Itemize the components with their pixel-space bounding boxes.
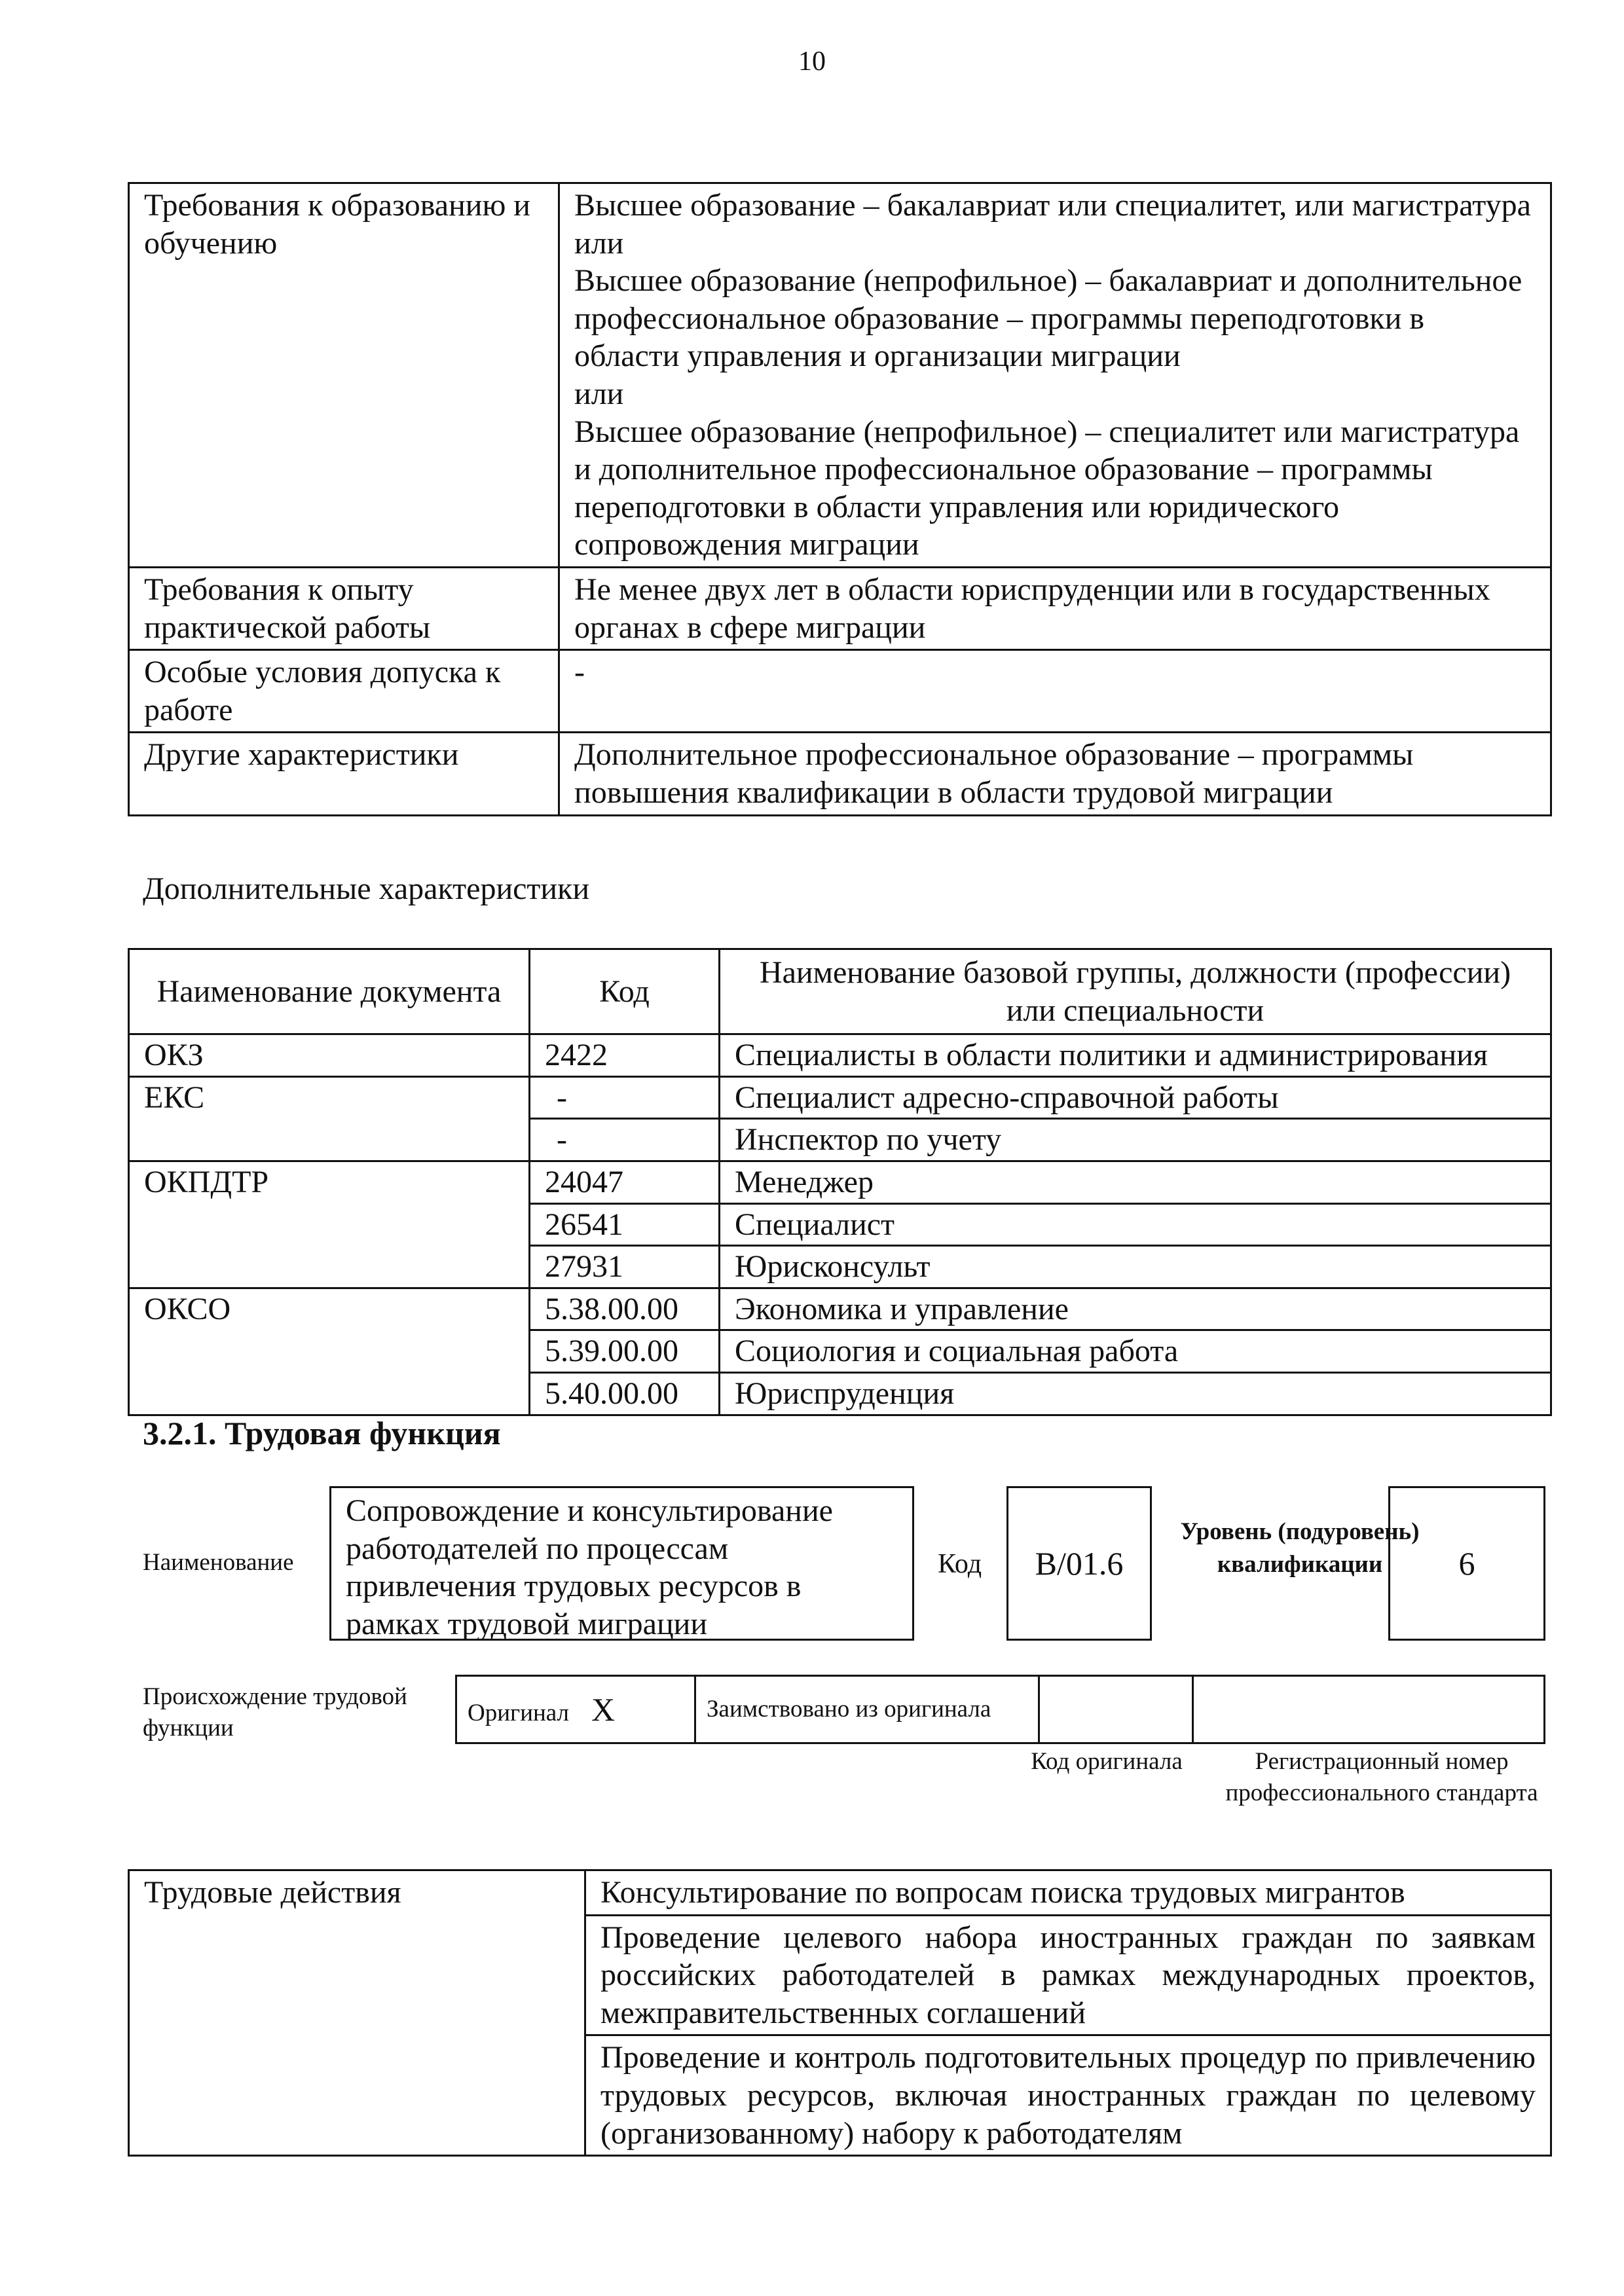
section-title: 3.2.1. Трудовая функция (143, 1415, 501, 1451)
education-line: Высшее образование (непрофильное) – бакалавриат и дополнительное профессиональное образование – программы переподготовки в области управления и организации миграции (574, 263, 1522, 374)
origin-table (455, 1675, 1545, 1744)
origin-code-label: Код оригинала (1031, 1748, 1183, 1775)
qualification-level-label: Уровень (подуровень) квалификации (1180, 1518, 1420, 1578)
code-cell: 5.39.00.00 (530, 1330, 720, 1373)
header-name: Наименование базовой группы, должности (профессии) или специальности (720, 949, 1551, 1034)
doc-cell: ОКПДТР (129, 1161, 530, 1288)
table-row (456, 1676, 1545, 1743)
education-line: или (574, 225, 624, 261)
table-row (129, 183, 1551, 568)
name-cell: Специалисты в области политики и администрирования (720, 1034, 1551, 1077)
other-characteristics-label: Другие характеристики (129, 733, 559, 815)
doc-cell: ОКЗ (129, 1034, 530, 1077)
code-cell: - (530, 1119, 720, 1161)
name-cell: Юрисконсульт (720, 1246, 1551, 1288)
education-value (559, 183, 1551, 568)
code-cell: 26541 (530, 1203, 720, 1246)
table-header-row (129, 949, 1551, 1034)
name-cell: Менеджер (720, 1161, 1551, 1203)
function-code-label: Код (938, 1549, 982, 1579)
requirements-table (128, 182, 1552, 816)
code-cell: 27931 (530, 1246, 720, 1288)
code-cell: 5.38.00.00 (530, 1288, 720, 1330)
experience-label: Требования к опыту практической работы (129, 567, 559, 649)
function-name: Сопровождение и консультирование работодателей по процессам привлечения трудовых ресурсов в рамках трудовой миграции (329, 1486, 914, 1641)
origin-label: Происхождение трудовой функции (143, 1683, 407, 1742)
education-label: Требования к образованию и обучению (129, 183, 559, 568)
code-cell: 24047 (530, 1161, 720, 1203)
table-row (129, 1288, 1551, 1330)
name-cell: Экономика и управление (720, 1288, 1551, 1330)
origin-code-cell (1039, 1676, 1193, 1743)
experience-value: Не менее двух лет в области юриспруденции или в государственных органах в сфере миграции (559, 567, 1551, 649)
labor-action: Проведение и контроль подготовительных процедур по привлечению трудовых ресурсов, включая иностранных граждан по целевому (организованному) набору к работодателям (585, 2035, 1551, 2156)
name-cell: Специалист адресно-справочной работы (720, 1076, 1551, 1119)
table-row (129, 733, 1551, 815)
qualification-level: 6 (1388, 1486, 1545, 1641)
labor-action: Консультирование по вопросам поиска трудовых мигрантов (585, 1870, 1551, 1916)
name-cell: Инспектор по учету (720, 1119, 1551, 1161)
borrowed-cell: Заимствовано из оригинала (695, 1676, 1039, 1743)
original-mark: X (591, 1691, 616, 1728)
doc-cell: ЕКС (129, 1076, 530, 1161)
name-cell: Специалист (720, 1203, 1551, 1246)
special-conditions-value: - (559, 650, 1551, 733)
table-row (129, 1076, 1551, 1119)
other-characteristics-value: Дополнительное профессиональное образование – программы повышения квалификации в области трудовой миграции (559, 733, 1551, 815)
education-line: Высшее образование – бакалавриат или специалитет, или магистратура (574, 188, 1531, 223)
original-cell (456, 1676, 695, 1743)
table-row (129, 1034, 1551, 1077)
labor-actions-table (128, 1869, 1552, 2157)
additional-title: Дополнительные характеристики (143, 871, 590, 906)
doc-cell: ОКСО (129, 1288, 530, 1415)
education-line: или (574, 376, 624, 411)
code-cell: - (530, 1076, 720, 1119)
reg-number-label: Регистрационный номер профессионального стандарта (1225, 1748, 1538, 1807)
code-cell: 5.40.00.00 (530, 1372, 720, 1415)
header-document: Наименование документа (129, 949, 530, 1034)
reg-number-cell (1193, 1676, 1545, 1743)
function-name-label: Наименование (143, 1549, 294, 1576)
header-code: Код (530, 949, 720, 1034)
name-cell: Социология и социальная работа (720, 1330, 1551, 1373)
special-conditions-label: Особые условия допуска к работе (129, 650, 559, 733)
labor-actions-label: Трудовые действия (129, 1870, 585, 2156)
additional-table (128, 948, 1552, 1416)
table-row (129, 1161, 1551, 1203)
original-label: Оригинал (468, 1700, 570, 1726)
education-line: Высшее образование (непрофильное) – специалитет или магистратура и дополнительное профессиональное образование – программы переподготовки в области управления или юридического сопровождения миграции (574, 414, 1520, 562)
name-cell: Юриспруденция (720, 1372, 1551, 1415)
page-number: 10 (798, 46, 826, 77)
labor-action: Проведение целевого набора иностранных граждан по заявкам российских работодателей в рамках международных проектов, межправительственных соглашений (585, 1915, 1551, 2035)
function-code: B/01.6 (1006, 1486, 1152, 1641)
table-row (129, 1870, 1551, 1916)
code-cell: 2422 (530, 1034, 720, 1077)
table-row (129, 650, 1551, 733)
table-row (129, 567, 1551, 649)
